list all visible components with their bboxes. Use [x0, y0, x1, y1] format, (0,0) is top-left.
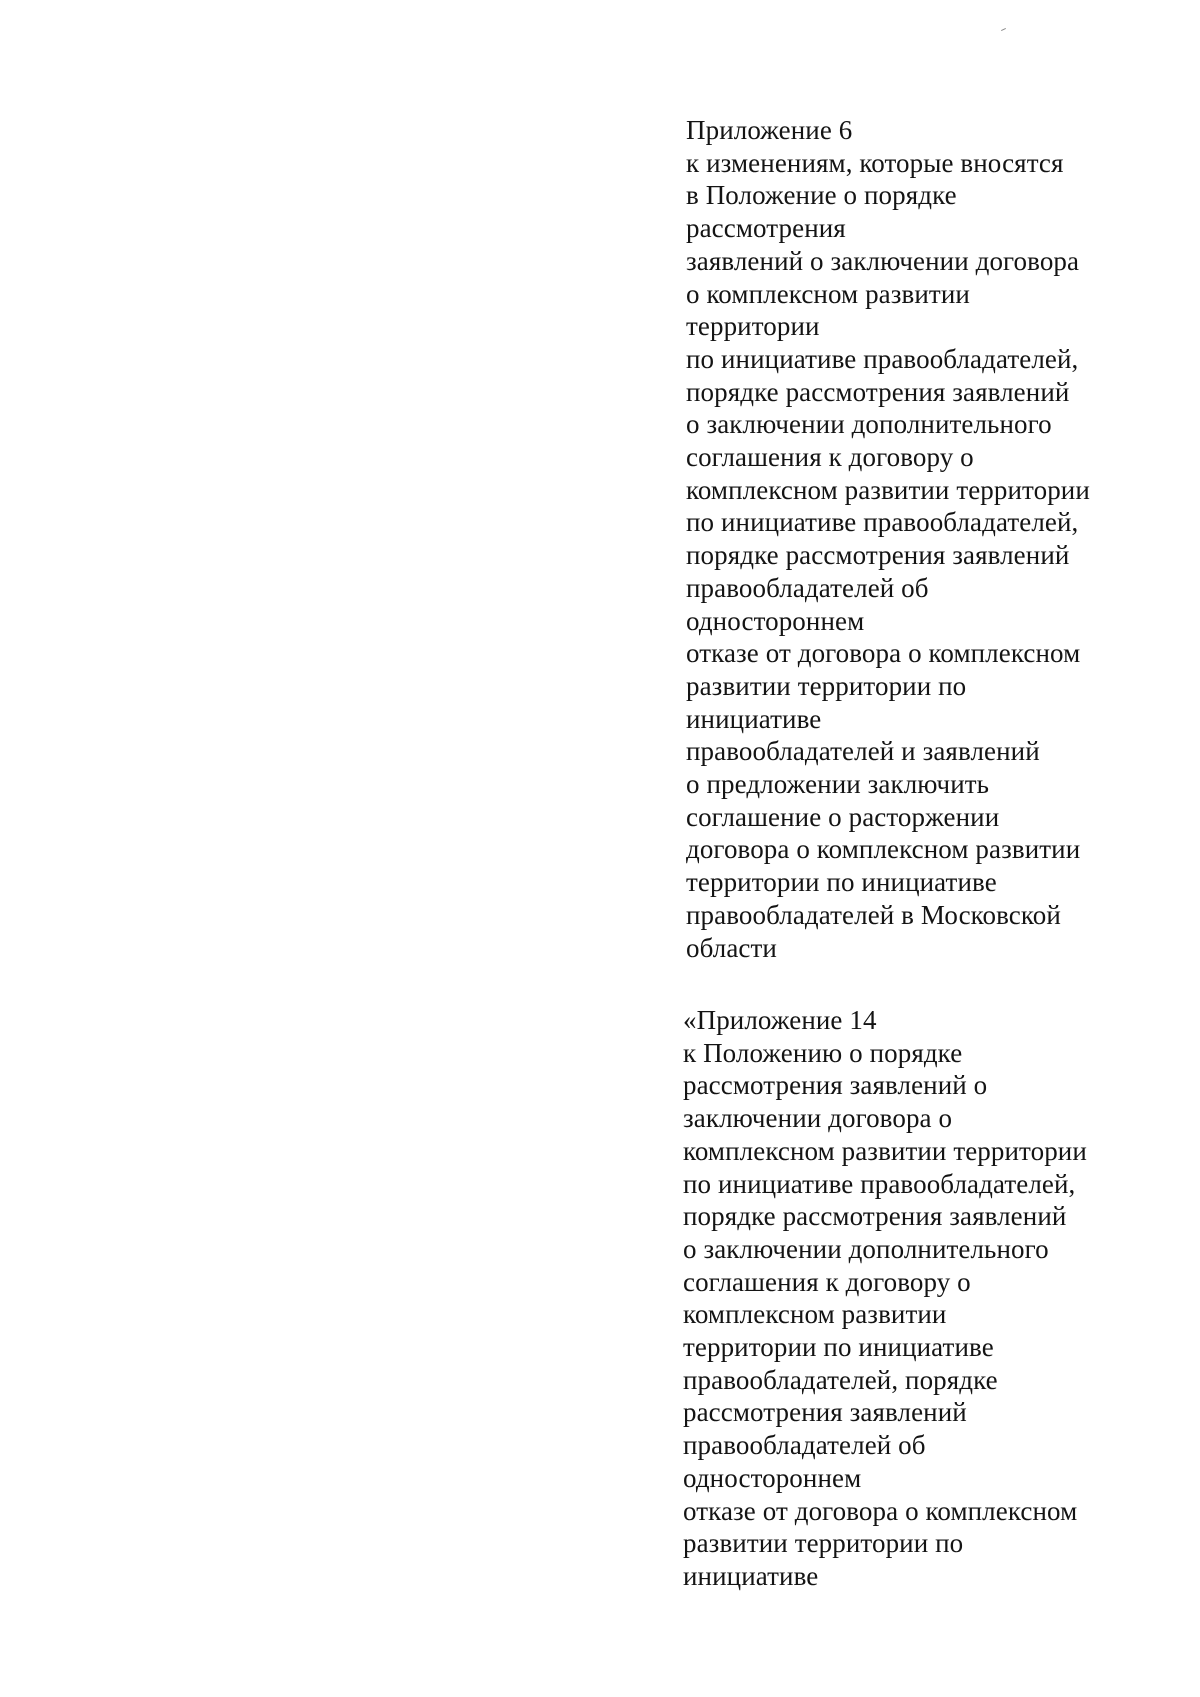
header-line: по инициативе правообладателей,: [686, 507, 1079, 538]
header-line: инициативе: [683, 1560, 819, 1591]
header-line: комплексном развитии территории: [686, 474, 1090, 505]
header-line: отказе от договора о комплексном: [686, 638, 1081, 669]
header-line: территории по инициативе: [683, 1332, 994, 1363]
header-line: Приложение 6: [686, 115, 853, 145]
header-line: инициативе: [686, 703, 822, 734]
header-line: одностороннем: [683, 1462, 862, 1493]
header-line: договора о комплексном развитии: [686, 834, 1081, 865]
appendix-6-header: [686, 114, 1090, 964]
header-line: комплексном развитии: [683, 1299, 947, 1330]
header-line: соглашение о расторжении: [686, 801, 1000, 832]
header-line: по инициативе правообладателей,: [683, 1168, 1076, 1199]
header-line: по инициативе правообладателей,: [686, 343, 1079, 374]
header-line: заявлений о заключении договора: [686, 245, 1080, 276]
header-line: к Положению о порядке: [683, 1037, 963, 1068]
header-line: рассмотрения: [686, 213, 846, 244]
header-line: развитии территории по: [683, 1528, 964, 1559]
header-line: правообладателей об: [683, 1430, 926, 1461]
header-line: в Положение о порядке: [686, 180, 957, 211]
header-line: «Приложение 14: [683, 1005, 877, 1035]
header-line: развитии территории по: [686, 670, 967, 701]
header-line: правообладателей и заявлений: [686, 736, 1040, 767]
appendix-14-header: [683, 1004, 1087, 1593]
header-line: порядке рассмотрения заявлений: [686, 376, 1070, 407]
header-line: порядке рассмотрения заявлений: [686, 540, 1070, 571]
header-line: рассмотрения заявлений: [683, 1397, 967, 1428]
header-line: соглашения к договору о: [686, 442, 974, 473]
header-line: комплексном развитии территории: [683, 1135, 1087, 1166]
header-line: правообладателей в Московской: [686, 899, 1061, 930]
header-line: правообладателей, порядке: [683, 1364, 998, 1395]
header-line: отказе от договора о комплексном: [683, 1495, 1078, 1526]
header-line: рассмотрения заявлений о: [683, 1070, 988, 1101]
header-line: порядке рассмотрения заявлений: [683, 1201, 1067, 1232]
header-line: о заключении дополнительного: [683, 1233, 1049, 1264]
header-line: о заключении дополнительного: [686, 409, 1052, 440]
header-line: территории по инициативе: [686, 867, 997, 898]
header-line: территории: [686, 311, 820, 342]
header-line: заключении договора о: [683, 1103, 953, 1134]
header-line: области: [686, 932, 777, 963]
header-line: одностороннем: [686, 605, 865, 636]
header-line: к изменениям, которые вносятся: [686, 147, 1064, 178]
header-line: правообладателей об: [686, 572, 929, 603]
scan-speck: [1001, 28, 1006, 31]
header-line: соглашения к договору о: [683, 1266, 971, 1297]
header-line: о комплексном развитии: [686, 278, 970, 309]
header-line: о предложении заключить: [686, 769, 990, 800]
